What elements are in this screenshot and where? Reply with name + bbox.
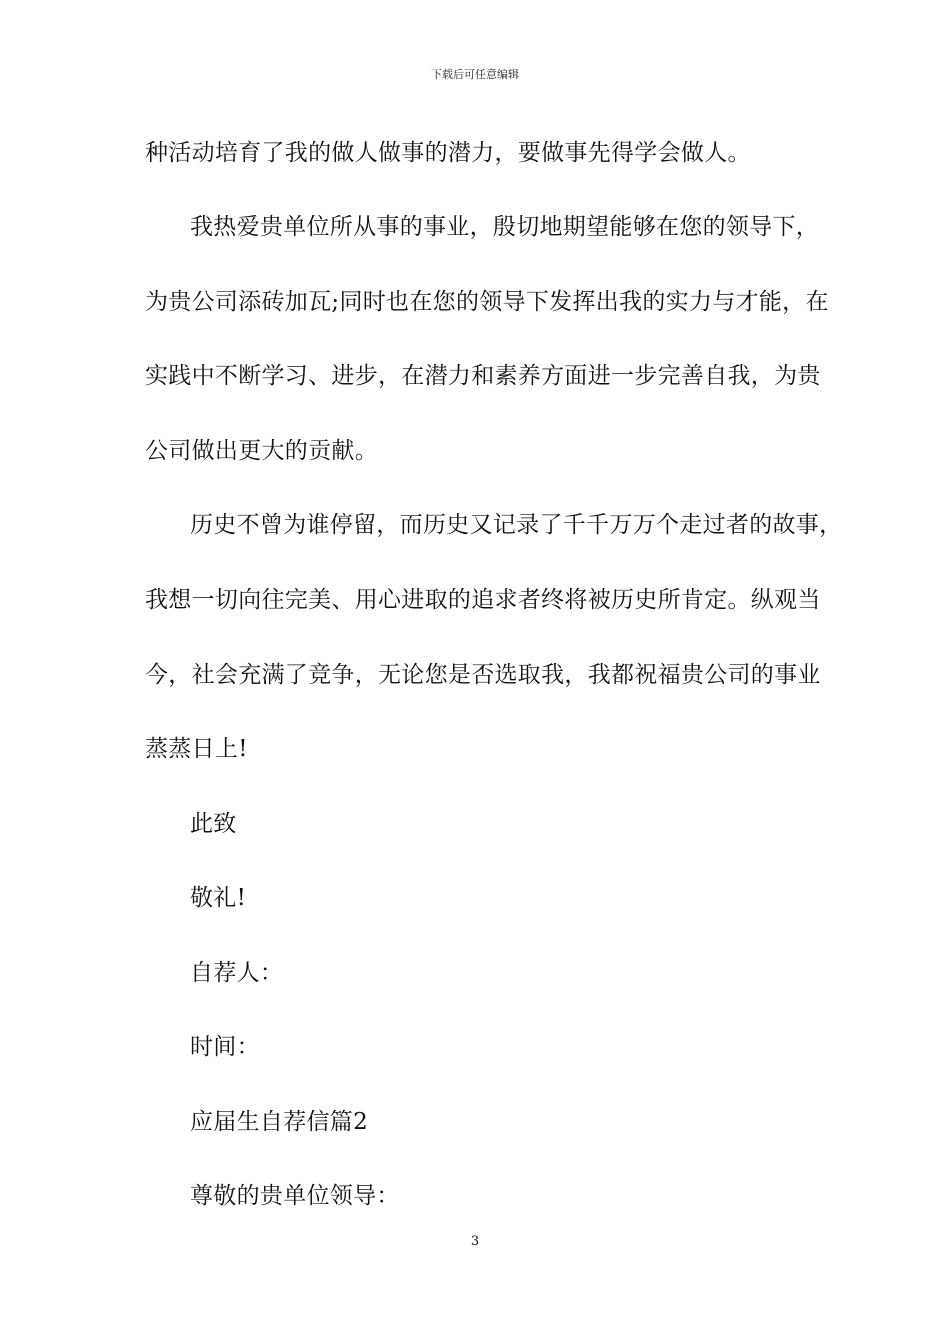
body-line: 种活动培育了我的做人做事的潜力，要做事先得学会做人。: [145, 140, 751, 166]
body-line: 实践中不断学习、进步，在潜力和素养方面进一步完善自我，为贵: [145, 363, 821, 389]
body-line: 我热爱贵单位所从事的事业，殷切地期望能够在您的领导下，: [190, 214, 820, 240]
section-title: 应届生自荐信篇2: [190, 1109, 369, 1135]
date-label: 时间：: [190, 1034, 260, 1060]
page-number: 3: [470, 1234, 480, 1249]
body-line: 蒸蒸日上!: [145, 736, 248, 762]
body-line: 我想一切向往完美、用心进取的追求者终将被历史所肯定。纵观当: [145, 587, 821, 613]
page-header: 下载后可任意编辑: [431, 68, 519, 81]
signer-label: 自荐人：: [190, 960, 284, 986]
closing-regards: 敬礼!: [190, 885, 247, 911]
greeting-line: 尊敬的贵单位领导：: [190, 1183, 400, 1209]
body-line: 为贵公司添砖加瓦;同时也在您的领导下发挥出我的实力与才能，在: [145, 289, 829, 315]
closing-salutation: 此致: [190, 811, 237, 837]
body-line: 今，社会充满了竞争，无论您是否选取我，我都祝福贵公司的事业: [145, 662, 821, 688]
body-line: 公司做出更大的贡献。: [145, 438, 378, 464]
body-line: 历史不曾为谁停留，而历史又记录了千千万万个走过者的故事，: [190, 512, 843, 538]
